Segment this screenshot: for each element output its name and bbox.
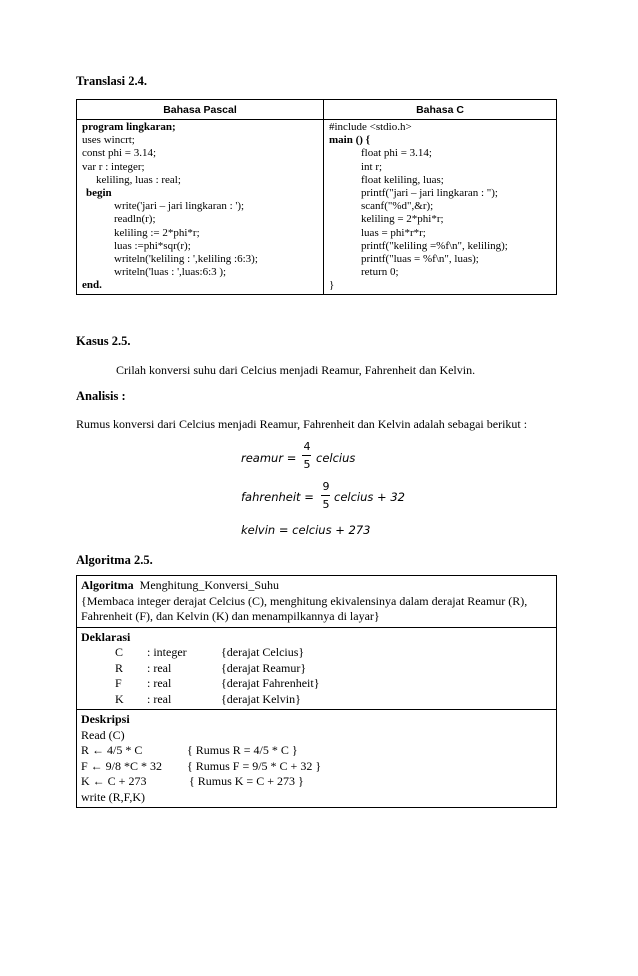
pascal-line: begin bbox=[86, 186, 112, 199]
translation-code-row bbox=[77, 120, 557, 295]
pascal-line: program lingkaran; bbox=[82, 121, 176, 133]
pascal-line: keliling, luas : real; bbox=[96, 173, 181, 186]
declaration-var: R bbox=[115, 660, 124, 675]
reamur-lhs: reamur = bbox=[241, 451, 297, 465]
pascal-line: write('jari – jari lingkaran : '); bbox=[114, 200, 245, 213]
fahrenheit-lhs: fahrenheit = bbox=[241, 490, 314, 504]
c-line: keliling = 2*phi*r; bbox=[361, 213, 444, 226]
declaration-item bbox=[81, 692, 552, 708]
c-line: return 0; bbox=[361, 266, 399, 279]
step-code: R ← 4/5 * C bbox=[81, 743, 143, 757]
declaration-item bbox=[81, 676, 552, 692]
c-line: printf("luas = %f\n", luas); bbox=[361, 252, 479, 265]
reamur-denominator: 5 bbox=[303, 458, 311, 471]
pascal-line: var r : integer; bbox=[82, 160, 145, 173]
declaration-type: : real bbox=[147, 660, 172, 675]
description-step bbox=[81, 774, 552, 790]
reamur-rhs: celcius bbox=[316, 451, 356, 465]
translation-table bbox=[76, 99, 557, 295]
description-step bbox=[81, 759, 552, 775]
description-step bbox=[81, 790, 552, 806]
fahrenheit-rhs: celcius + 32 bbox=[334, 490, 405, 504]
c-line: float keliling, luas; bbox=[361, 173, 444, 186]
declaration-comment: {derajat Kelvin} bbox=[221, 691, 301, 706]
algorithm-name-line bbox=[81, 578, 552, 594]
declaration-type: : real bbox=[147, 691, 172, 706]
algorithm-title: Algoritma 2.5. bbox=[76, 553, 153, 567]
declaration-item bbox=[81, 645, 552, 661]
c-line: scanf("%d",&r); bbox=[361, 200, 434, 213]
pascal-line: luas :=phi*sqr(r); bbox=[114, 239, 191, 252]
fahrenheit-fraction-bar bbox=[321, 495, 330, 496]
declaration-comment: {derajat Celcius} bbox=[221, 645, 305, 659]
c-line: } bbox=[329, 279, 335, 292]
pascal-line: uses wincrt; bbox=[82, 134, 135, 147]
case-text: Crilah konversi suhu dari Celcius menjadi Reamur, Fahrenheit dan Kelvin. bbox=[116, 363, 476, 377]
declaration-type: : integer bbox=[147, 645, 187, 659]
pascal-line: writeln('keliling : ',keliling :6:3); bbox=[114, 252, 258, 265]
declaration-item bbox=[81, 661, 552, 677]
c-code-cell bbox=[324, 120, 557, 295]
step-code: F ← 9/8 *C * 32 bbox=[81, 758, 163, 773]
declaration-var: C bbox=[115, 645, 124, 659]
case-title: Kasus 2.5. bbox=[76, 334, 131, 348]
algorithm-box bbox=[76, 575, 557, 808]
step-comment: { Rumus F = 9/5 * C + 32 } bbox=[187, 758, 322, 773]
step-code: K ← C + 273 bbox=[81, 774, 147, 788]
analysis-text: Rumus konversi dari Celcius menjadi Reamur, Fahrenheit dan Kelvin adalah sebagai berikut : bbox=[76, 417, 528, 431]
algorithm-keyword: Algoritma bbox=[81, 578, 134, 592]
c-line: float phi = 3.14; bbox=[361, 147, 432, 160]
pascal-code-cell bbox=[77, 120, 324, 295]
c-header: Bahasa C bbox=[324, 100, 557, 120]
declaration-comment: {derajat Fahrenheit} bbox=[221, 676, 320, 690]
declaration-var: F bbox=[115, 676, 122, 690]
step-comment: { Rumus R = 4/5 * C } bbox=[187, 743, 298, 757]
declaration-title: Deklarasi bbox=[81, 629, 131, 644]
translation-header-row bbox=[77, 100, 557, 120]
c-line: main () { bbox=[329, 134, 370, 147]
algorithm-comment: {Membaca integer derajat Celcius (C), menghitung ekivalensinya dalam derajat Reamur (R), bbox=[81, 593, 528, 608]
pascal-line: readln(r); bbox=[114, 213, 156, 226]
reamur-numerator: 4 bbox=[303, 440, 311, 453]
algorithm-comment: Fahrenheit (F), dan Kelvin (K) dan menampilkannya di layar} bbox=[81, 609, 380, 623]
pascal-line: const phi = 3.14; bbox=[82, 147, 157, 160]
step-comment: { Rumus K = C + 273 } bbox=[189, 774, 304, 788]
c-line: #include <stdio.h> bbox=[329, 121, 412, 133]
fahrenheit-numerator: 9 bbox=[322, 480, 330, 493]
algorithm-header bbox=[77, 576, 556, 628]
pascal-line: writeln('luas : ',luas:6:3 ); bbox=[114, 266, 227, 279]
description-step bbox=[81, 743, 552, 759]
pascal-line: keliling := 2*phi*r; bbox=[114, 226, 200, 239]
fahrenheit-denominator: 5 bbox=[322, 498, 330, 511]
c-line: printf("keliling =%f\n", keliling); bbox=[361, 239, 508, 252]
description-block bbox=[77, 710, 556, 807]
pascal-header: Bahasa Pascal bbox=[77, 100, 324, 120]
c-line: luas = phi*r*r; bbox=[361, 226, 426, 239]
pascal-line: end. bbox=[82, 279, 102, 292]
kelvin-formula: kelvin = celcius + 273 bbox=[241, 523, 371, 537]
description-step bbox=[81, 728, 552, 744]
translation-title: Translasi 2.4. bbox=[76, 74, 147, 88]
declaration-comment: {derajat Reamur} bbox=[221, 660, 307, 675]
reamur-fraction-bar bbox=[302, 455, 311, 456]
analysis-title: Analisis : bbox=[76, 389, 126, 403]
step-code: Read (C) bbox=[81, 727, 125, 742]
c-line: int r; bbox=[361, 160, 383, 173]
c-line: printf("jari – jari lingkaran : "); bbox=[361, 186, 498, 199]
algorithm-name: Menghitung_Konversi_Suhu bbox=[139, 578, 279, 592]
declaration-type: : real bbox=[147, 676, 172, 690]
declaration-var: K bbox=[115, 691, 124, 706]
description-title: Deskripsi bbox=[81, 712, 130, 726]
step-code: write (R,F,K) bbox=[81, 789, 146, 804]
declaration-block bbox=[77, 628, 556, 711]
